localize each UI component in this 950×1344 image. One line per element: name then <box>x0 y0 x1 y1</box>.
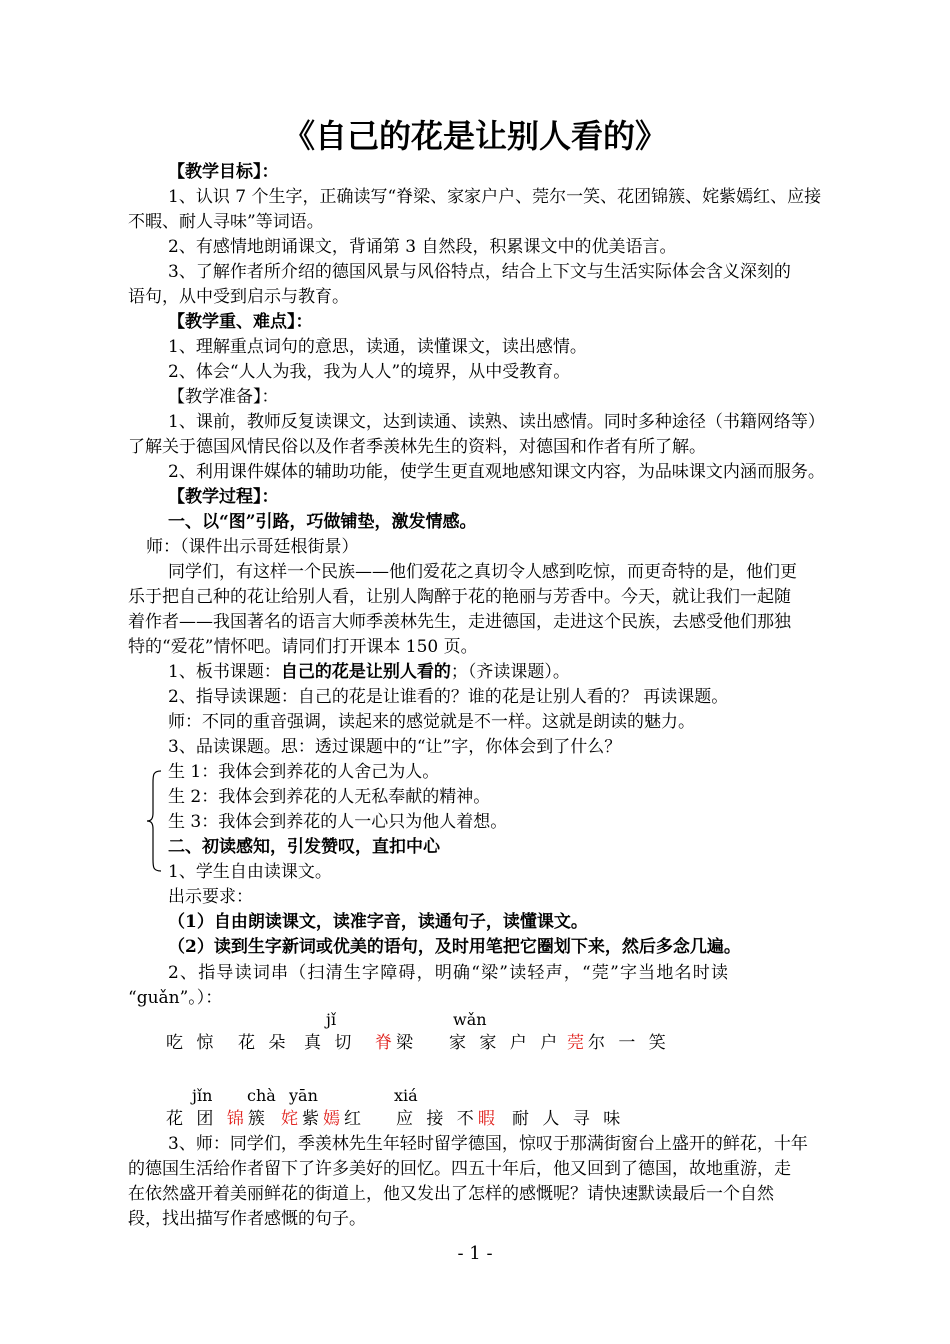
student-answer-3: 生 3：我体会到养花的人一心只为他人着想。 <box>168 812 508 832</box>
goal-2: 2、有感情地朗诵课文，背诵第 3 自然段，积累课文中的优美语言。 <box>168 237 677 257</box>
word-chaziyanhong <box>281 1106 365 1132</box>
word-jiliang <box>375 1030 417 1056</box>
word-xia-new-char: 暇 <box>477 1109 499 1129</box>
page-number: - 1 - <box>457 1243 493 1264</box>
pinyin-wan: wǎn <box>453 1010 487 1029</box>
word-yan-new-char: 嫣 <box>323 1109 344 1129</box>
keypoints-heading: 【教学重、难点】： <box>168 312 313 332</box>
word-yingjiebuxia <box>396 1106 499 1132</box>
word-jiliang-rest: 梁 <box>396 1033 417 1053</box>
word-yingjiebu: 应 接 不 <box>396 1109 478 1129</box>
pinyin-cha: chà <box>247 1086 276 1105</box>
teacher-remark: 师：不同的重音强调，读起来的感觉就是不一样。这就是朗读的魅力。 <box>168 712 695 732</box>
word-zhenqie: 真 切 <box>304 1033 356 1053</box>
pinyin-jin: jǐn <box>192 1086 213 1105</box>
section-2-title: 二、初读感知，引发赞叹，直扣中心 <box>168 837 440 857</box>
section-2-step-1: 1、学生自由读课文。 <box>168 862 332 882</box>
closing-line-1: 3、师：同学们，季羡林先生年轻时留学德国，惊叹于那满街窗台上盛开的鲜花，十年 <box>168 1134 808 1154</box>
requirement-2: （2）读到生字新词或优美的语句，及时用笔把它圈划下来，然后多念几遍。 <box>168 937 741 957</box>
word-waner-rest: 尔 一 笑 <box>588 1033 670 1053</box>
step-1 <box>168 659 570 685</box>
word-cha-new-char: 姹 <box>281 1109 302 1129</box>
word-nairenxunwei: 耐 人 寻 味 <box>512 1109 625 1129</box>
section-1-title: 一、以“图”引路，巧做铺垫，激发情感。 <box>168 512 477 532</box>
pinyin-ji: jǐ <box>326 1010 337 1029</box>
section-2-step-2-line-2: “guǎn”。）： <box>128 988 223 1008</box>
teacher-note: 师：（课件出示哥廷根街景） <box>146 537 359 557</box>
prep-1-line-2: 了解关于德国风情民俗以及作者季羡林先生的资料，对德国和作者有所了解。 <box>128 437 706 457</box>
prep-heading: 【教学准备】： <box>168 387 279 407</box>
closing-line-2: 的德国生活给作者留下了许多美好的回忆。四五十年后，他又回到了德国，故地重游，走 <box>128 1159 791 1179</box>
word-chijing: 吃 惊 <box>166 1033 218 1053</box>
step-1-board-title: 自己的花是让别人看的 <box>280 662 451 682</box>
goal-3-line-2: 语句，从中受到启示与教育。 <box>128 287 349 307</box>
student-answer-2: 生 2：我体会到养花的人无私奉献的精神。 <box>168 787 491 807</box>
word-huatuan: 花 团 <box>166 1109 218 1129</box>
word-waner-new-char: 莞 <box>567 1033 588 1053</box>
keypoint-2: 2、体会“人人为我，我为人人”的境界，从中受教育。 <box>168 362 571 382</box>
word-cu: 簇 <box>247 1109 269 1129</box>
intro-line-4: 特的“爱花”情怀吧。请同们打开课本 150 页。 <box>128 637 478 657</box>
word-waner <box>567 1030 670 1056</box>
word-jiajiahuhu: 家 家 户 户 <box>449 1033 562 1053</box>
step-2: 2、指导读课题：自己的花是让谁看的？谁的花是让别人看的？ 再读课题。 <box>168 687 729 707</box>
word-zi: 紫 <box>302 1109 323 1129</box>
word-huatuanjincu <box>166 1106 269 1132</box>
pinyin-yan: yān <box>289 1086 318 1105</box>
goal-1-line-1: 1、认识 7 个生字，正确读写“脊梁、家家户户、莞尔一笑、花团锦簇、姹紫嫣红、应接 <box>168 187 822 207</box>
prep-2: 2、利用课件媒体的辅助功能，使学生更直观地感知课文内容，为品味课文内涵而服务。 <box>168 462 825 482</box>
word-jiliang-new-char: 脊 <box>375 1033 396 1053</box>
closing-line-3: 在依然盛开着美丽鲜花的街道上，他又发出了怎样的感慨呢？请快速默读最后一个自然 <box>128 1184 774 1204</box>
left-brace <box>145 769 163 873</box>
intro-line-2: 乐于把自己种的花让给别人看，让别人陶醉于花的艳丽与芳香中。今天，就让我们一起随 <box>128 587 791 607</box>
page-title: 《自己的花是让别人看的》 <box>282 117 667 155</box>
step-1-prefix: 1、板书课题： <box>168 662 281 682</box>
requirement-1: （1）自由朗读课文，读准字音，读通句子，读懂课文。 <box>168 912 588 932</box>
goal-1-line-2: 不暇、耐人寻味”等词语。 <box>128 212 324 232</box>
prep-1-line-1: 1、课前，教师反复读课文，达到读通、读熟、读出感情。同时多种途径（书籍网络等） <box>168 412 825 432</box>
section-2-step-2-line-1: 2、指导读词串（扫清生字障碍，明确“梁”读轻声，“莞”字当地名时读 <box>168 963 730 983</box>
process-heading: 【教学过程】： <box>168 487 279 507</box>
word-hong: 红 <box>344 1109 365 1129</box>
step-3: 3、品读课题。思：透过课题中的“让”字，你体会到了什么？ <box>168 737 622 757</box>
keypoint-1: 1、理解重点词句的意思，读通，读懂课文，读出感情。 <box>168 337 587 357</box>
requirements-label: 出示要求： <box>168 887 253 907</box>
step-1-suffix: ；（齐读课题）。 <box>450 662 570 682</box>
word-huaduo: 花 朵 <box>238 1033 290 1053</box>
pinyin-xia: xiá <box>394 1086 418 1105</box>
intro-line-1: 同学们，有这样一个民族——他们爱花之真切令人感到吃惊，而更奇特的是，他们更 <box>168 562 797 582</box>
closing-line-4: 段，找出描写作者感慨的句子。 <box>128 1209 366 1229</box>
word-jin-new-char: 锦 <box>226 1109 248 1129</box>
goals-heading: 【教学目标】： <box>168 162 279 182</box>
goal-3-line-1: 3、了解作者所介绍的德国风景与风俗特点，结合上下文与生活实际体会含义深刻的 <box>168 262 791 282</box>
student-answer-1: 生 1：我体会到养花的人舍己为人。 <box>168 762 440 782</box>
intro-line-3: 着作者——我国著名的语言大师季羡林先生，走进德国，走进这个民族，去感受他们那独 <box>128 612 791 632</box>
